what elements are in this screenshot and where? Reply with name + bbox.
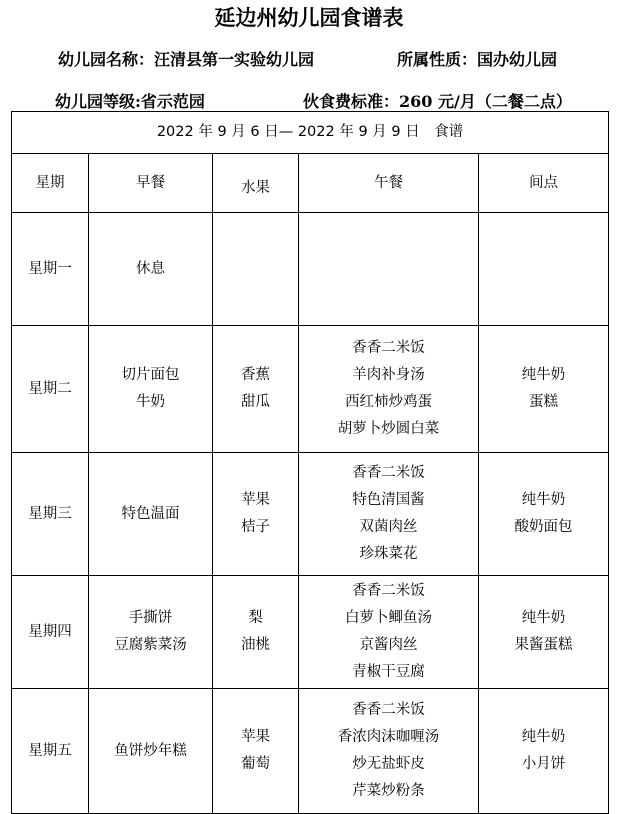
lunch-item: 香香二米饭 (352, 340, 425, 356)
lunch-item: 特色清国酱 (352, 492, 425, 508)
fruit-cell (213, 576, 299, 689)
lunch-item: 京酱肉丝 (359, 637, 418, 653)
fruit-cell (213, 213, 299, 326)
header-breakfast: 早餐 (89, 154, 213, 213)
breakfast-item: 休息 (136, 260, 165, 277)
meal-fee-standard: 伙食费标准：260 元/月（二餐二点） (303, 92, 572, 111)
breakfast-item: 特色温面 (121, 505, 180, 522)
lunch-item: 香浓肉沫咖喱汤 (337, 729, 440, 745)
kindergarten-nature: 所属性质：国办幼儿园 (397, 50, 558, 69)
snack-cell (479, 213, 609, 326)
date-range: 2022 年 9 月 6 日— 2022 年 9 月 9 日 食谱 (12, 112, 609, 154)
lunch-cell (299, 326, 479, 453)
breakfast-cell (89, 213, 213, 326)
fruit-item: 梨 (248, 610, 263, 626)
kindergarten-grade: 幼儿园等级:省示范园 (55, 92, 205, 111)
table-row (12, 326, 609, 453)
snack-item: 纯牛奶 (521, 367, 566, 383)
fruit-item: 桔子 (241, 519, 270, 535)
header-fruit: 水果 (213, 154, 299, 213)
lunch-item: 双菌肉丝 (359, 519, 418, 535)
kindergarten-name: 幼儿园名称：汪清县第一实验幼儿园 (58, 50, 315, 69)
breakfast-cell (89, 576, 213, 689)
snack-cell (479, 453, 609, 576)
lunch-item: 香香二米饭 (352, 702, 425, 718)
snack-item: 纯牛奶 (521, 610, 566, 626)
day-cell: 星期四 (12, 576, 89, 689)
day-cell: 星期三 (12, 453, 89, 576)
breakfast-item: 鱼饼炒年糕 (114, 742, 187, 759)
lunch-cell (299, 576, 479, 689)
lunch-item: 珍珠菜花 (359, 546, 418, 562)
fruit-item: 葡萄 (241, 756, 270, 772)
fruit-item: 香蕉 (241, 367, 270, 383)
table-row (12, 213, 609, 326)
table-row (12, 689, 609, 814)
snack-item: 小月饼 (521, 756, 566, 772)
fruit-item: 苹果 (241, 729, 270, 745)
snack-item: 纯牛奶 (521, 492, 566, 508)
lunch-item: 羊肉补身汤 (352, 367, 425, 383)
snack-cell (479, 689, 609, 814)
lunch-item: 白萝卜鲫鱼汤 (345, 610, 432, 626)
day-cell: 星期五 (12, 689, 89, 814)
breakfast-item: 牛奶 (136, 394, 165, 410)
breakfast-cell (89, 453, 213, 576)
snack-item: 酸奶面包 (514, 519, 573, 535)
lunch-cell (299, 453, 479, 576)
table-row (12, 453, 609, 576)
lunch-cell (299, 213, 479, 326)
header-lunch: 午餐 (299, 154, 479, 213)
lunch-item: 胡萝卜炒圆白菜 (337, 421, 440, 437)
lunch-item: 芹菜炒粉条 (352, 783, 425, 799)
snack-item: 果酱蛋糕 (514, 637, 573, 653)
page-title: 延边州幼儿园食谱表 (214, 5, 404, 30)
snack-item: 纯牛奶 (521, 729, 566, 745)
breakfast-cell (89, 326, 213, 453)
header-day: 星期 (12, 154, 89, 213)
fruit-cell (213, 453, 299, 576)
fruit-item: 甜瓜 (241, 394, 270, 410)
snack-cell (479, 576, 609, 689)
breakfast-item: 手撕饼 (128, 610, 173, 626)
lunch-item: 香香二米饭 (352, 465, 425, 481)
breakfast-item: 豆腐紫菜汤 (114, 637, 187, 653)
lunch-item: 香香二米饭 (352, 583, 425, 599)
fruit-item: 苹果 (241, 492, 270, 508)
snack-cell (479, 326, 609, 453)
snack-item: 蛋糕 (529, 394, 559, 410)
lunch-cell (299, 689, 479, 814)
breakfast-item: 切片面包 (121, 367, 180, 383)
lunch-item: 炒无盐虾皮 (352, 756, 425, 772)
breakfast-cell (89, 689, 213, 814)
fruit-cell (213, 326, 299, 453)
header-snack: 间点 (479, 154, 609, 213)
menu-table (11, 111, 609, 814)
day-cell: 星期一 (12, 213, 89, 326)
fruit-item: 油桃 (241, 637, 270, 653)
lunch-item: 青椒干豆腐 (352, 664, 425, 680)
table-row (12, 576, 609, 689)
lunch-item: 西红柿炒鸡蛋 (345, 394, 432, 410)
day-cell: 星期二 (12, 326, 89, 453)
fruit-cell (213, 689, 299, 814)
